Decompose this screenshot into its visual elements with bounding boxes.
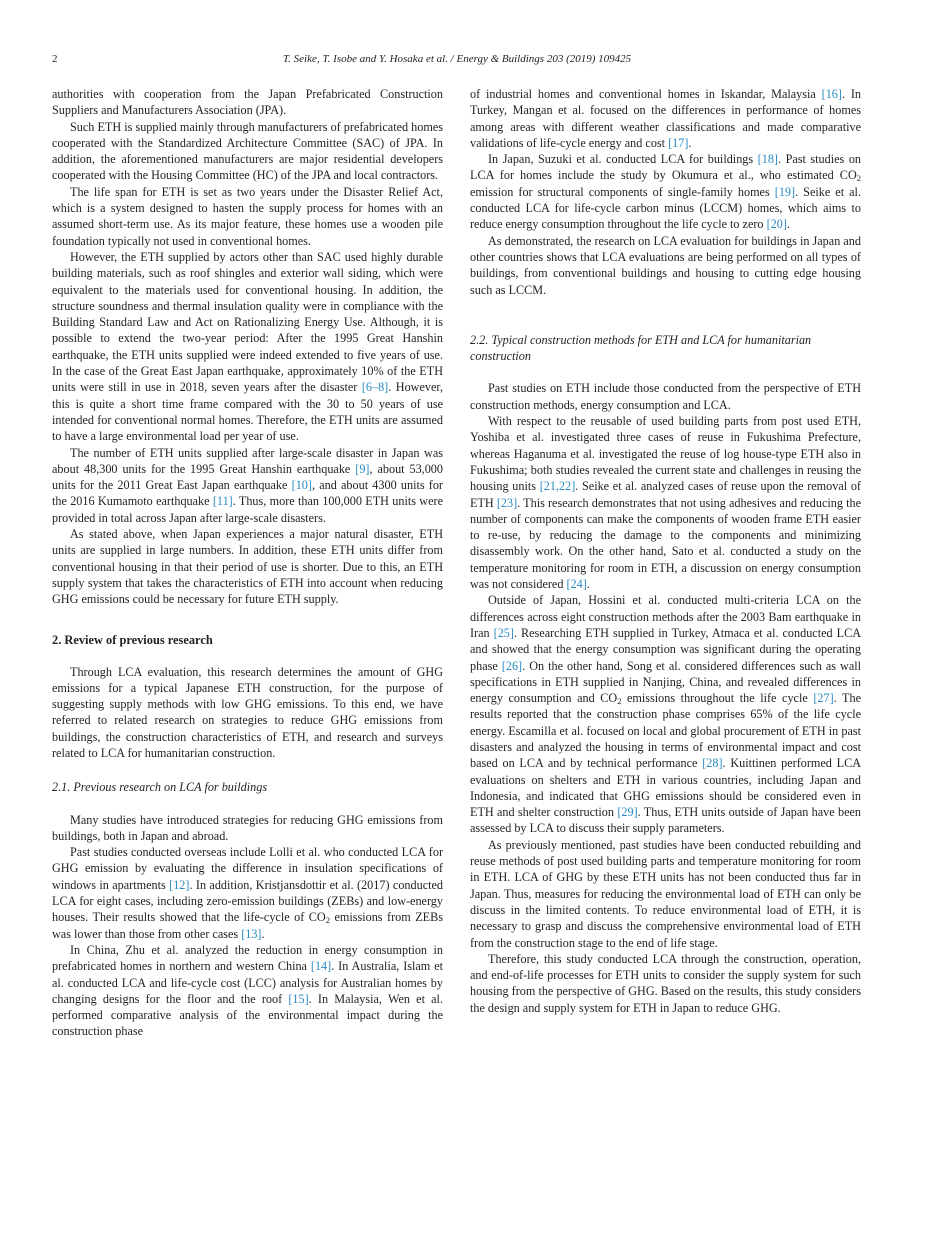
paragraph: Such ETH is supplied mainly through manufacturers of prefabricated homes cooperated with the Standardized Architecture Committee (SAC) of JPA. In addition, the aforementioned manufacturers are major residential developers cooperated with the Housing Committee (HC) of the JPA and local contractors.: [52, 119, 443, 183]
paragraph: In China, Zhu et al. analyzed the reduction in energy consumption in prefabricated homes in northern and western China [14]. In Australia, Islam et al. conducted LCA and life-cycle cost (LCC) analysis for Australian homes by changing designs for the floor and the roof [15]. In Malaysia, Wen et al. performed comparative analysis of the environmental impact during the construction phase: [52, 942, 443, 1039]
page-number: 2: [52, 53, 58, 65]
paragraph: The number of ETH units supplied after large-scale disaster in Japan was about 48,300 units for the 1995 Great Hanshin earthquake [9], about 53,000 units for the 2011 Great East Japan earthquake [10], and about 4300 units for the 2016 Kumamoto earthquake [11]. Thus, more than 100,000 ETH units were provided in total across Japan after large-scale disasters.: [52, 445, 443, 525]
subsection-heading: 2.1. Previous research on LCA for buildings: [52, 780, 268, 795]
citation-link[interactable]: [17]: [668, 135, 689, 150]
paragraph: Outside of Japan, Hossini et al. conducted multi-criteria LCA on the differences across eight construction methods after the 2003 Bam earthquake in Iran [25]. Researching ETH supplied in Turkey, Atmaca et al. conducted LCA and showed that the energy consumption was significant during the operating phase [26]. On the other hand, Song et al. considered differences such as wall specifications in ETH supplied in Nanjing, China, and revealed differences in energy consumption and $CO_2$ emissions throughout the life cycle [27]. The results reported that the construction phase comprises 65% of the life cycle energy. Escamilla et al. focused on local and global procurement of ETH in past disasters and analyzed the housing in terms of environmental impact and cost based on LCA and by technical performance [28]. Kuittinen performed LCA evaluations on shelters and ETH in various countries, including Japan and Indonesia, and indicated that GHG emissions should be considered even in ETH and shelter construction [29]. Thus, ETH units outside of Japan have been assessed by LCA to discuss their supply parameters.: [470, 593, 862, 836]
paragraph: of industrial homes and conventional homes in Iskandar, Malaysia [16]. In Turkey, Mangan et al. focused on the differences in performance of homes among areas with different weather classifications and made comparative validations of life-cycle energy and cost [17].: [470, 87, 861, 150]
citation-link[interactable]: [9]: [355, 461, 370, 476]
right-column: [470, 86, 861, 1016]
paragraph: Therefore, this study conducted LCA through the construction, operation, and end-of-life processes for ETH units to consider the supply system for such housing from the perspective of GHG. Based on the results, this study considers the design and supply system for ETH in Japan to reduce GHG.: [470, 951, 861, 1015]
paragraph: In Japan, Suzuki et al. conducted LCA for buildings [18]. Past studies on LCA for homes include the study by Okumura et al., who estimated $CO_2$ emission for structural components of single-family homes [19]. Seike et al. conducted LCA for life-cycle carbon minus (LCCM) homes, which aims to reduce energy consumption throughout the life cycle to zero [20].: [470, 152, 862, 232]
paragraph: Many studies have introduced strategies for reducing GHG emissions from buildings, both in Japan and abroad.: [52, 812, 443, 843]
paragraph: The life span for ETH is set as two years under the Disaster Relief Act, which is a system designed to hasten the supply process for homes with an assumed short-term use. As its major feature, these homes use a wooden pile foundation typically not used in conventional homes.: [52, 184, 443, 248]
subsection-heading: 2.2. Typical construction methods for ETH and LCA for humanitarian construction: [470, 332, 812, 364]
paragraph: Past studies conducted overseas include Lolli et al. who conducted LCA for GHG emission by evaluating the difference in insulation specifications of windows in apartments [12]. In addition, Kristjansdottir et al. (2017) conducted LCA for eight cases, including zero-emission buildings (ZEBs) and low-energy houses. Their results showed that the life-cycle of $CO_2$ emissions from ZEBs was lower than those from other cases [13].: [52, 845, 443, 941]
citation-link[interactable]: [25]: [493, 625, 514, 640]
citation-link[interactable]: [27]: [813, 691, 834, 706]
citation-link[interactable]: [23]: [496, 495, 518, 510]
paragraph: With respect to the reusable of used building parts from post used ETH, Yoshiba et al. investigated three cases of reuse in Fukushima Prefecture, whereas Haganuma et al. investigated the reuse of log house-type ETH also in Fukushima; both studies revealed the current state and challenges in reusing the housing units [21,22]. Seike et al. analyzed cases of reuse upon the removal of ETH [23]. This research demonstrates that not using adhesives and reducing the number of components can make the components of wooden frame ETH easier to re-use, by reducing the damage to the components and minimizing disassembly work. On the other hand, Sato et al. conducted a study on the temperature monitoring for room in ETH, a discussion on energy consumption was not considered [24].: [470, 414, 861, 592]
citation-link[interactable]: [28]: [702, 756, 723, 771]
citation-link[interactable]: [10]: [291, 478, 312, 493]
citation-link[interactable]: [16]: [821, 87, 842, 101]
paragraph: However, the ETH supplied by actors other than SAC used highly durable building materials, such as roof shingles and exterior wall siding, which were equivalent to the materials used for conventional housing. In addition, the structure soundness and thermal insulation quality were in compliance with the Building Standard Law and Act on Rationalizing Energy Use. Although, it is possible to extend the two-year period: After the 1995 Great Hanshin earthquake, the ETH units supplied were indeed extended to five years of use. In the case of the Great East Japan earthquake, approximately 10% of the ETH units were still in use in 2018, seven years after the disaster [6–8]. However, this is quite a short time frame compared with the 30 to 50 years of use intended for conventional normal homes. Therefore, the ETH units are assumed to have a large environmental load per year of use.: [52, 249, 443, 444]
citation-link[interactable]: [19]: [774, 184, 796, 199]
citation-link[interactable]: [20]: [766, 217, 787, 232]
citation-link[interactable]: [29]: [617, 805, 638, 820]
paragraph: As demonstrated, the research on LCA evaluation for buildings in Japan and other countries shows that LCA evaluations are being performed on all types of buildings, from conventional buildings and housing to cutting edge housing such as LCCM.: [470, 233, 861, 297]
citation-link[interactable]: [26]: [501, 658, 523, 673]
running-head: T. Seike, T. Isobe and Y. Hosaka et al. / Energy & Buildings 203 (2019) 109425: [282, 53, 632, 65]
citation-link[interactable]: [15]: [288, 991, 309, 1006]
paragraph: Past studies on ETH include those conducted from the perspective of ETH construction methods, energy consumption and LCA.: [470, 381, 861, 412]
citation-link[interactable]: [13]: [241, 926, 262, 941]
citation-link[interactable]: [6–8]: [361, 380, 389, 395]
paragraph: As previously mentioned, past studies have been conducted rebuilding and reuse methods of post used building parts and temperature monitoring for room in ETH. LCA of GHG by these ETH units has not been conducted thus far in Japan. Thus, measures for reducing the environmental load of ETH can only be discuss in the limited contents. To reduce environmental load of ETH, it is necessary to grasp and discuss the comprehensive environmental load of ETH from the construction stage to the end of life stage.: [470, 837, 861, 950]
paragraph: authorities with cooperation from the Japan Prefabricated Construction Suppliers and Manufacturers Association (JPA).: [52, 87, 443, 118]
section-heading: 2. Review of previous research: [52, 632, 213, 647]
paragraph: As stated above, when Japan experiences a major natural disaster, ETH units are supplied in large numbers. In addition, these ETH units differ from conventional housing in that their period of use is shorter. Due to this, an ETH supply system that takes the characteristics of ETH into account when reducing GHG emissions could be necessary for future ETH supply.: [52, 527, 443, 607]
citation-link[interactable]: [24]: [566, 577, 587, 592]
paragraph: Through LCA evaluation, this research determines the amount of GHG emissions for a typical Japanese ETH construction, for the purpose of suggesting supply methods with low GHG emissions. To this end, we have referred to related research on strategies to reduce GHG emissions from buildings, the construction characteristics of ETH, and research and surveys related to LCA for humanitarian construction.: [52, 664, 443, 760]
citation-link[interactable]: [21,22]: [539, 479, 576, 494]
citation-link[interactable]: [18]: [757, 152, 778, 167]
citation-link[interactable]: [12]: [169, 877, 190, 892]
page-header: [52, 53, 862, 69]
left-column: [52, 86, 443, 1040]
citation-link[interactable]: [14]: [310, 959, 332, 974]
citation-link[interactable]: [11]: [212, 494, 233, 509]
